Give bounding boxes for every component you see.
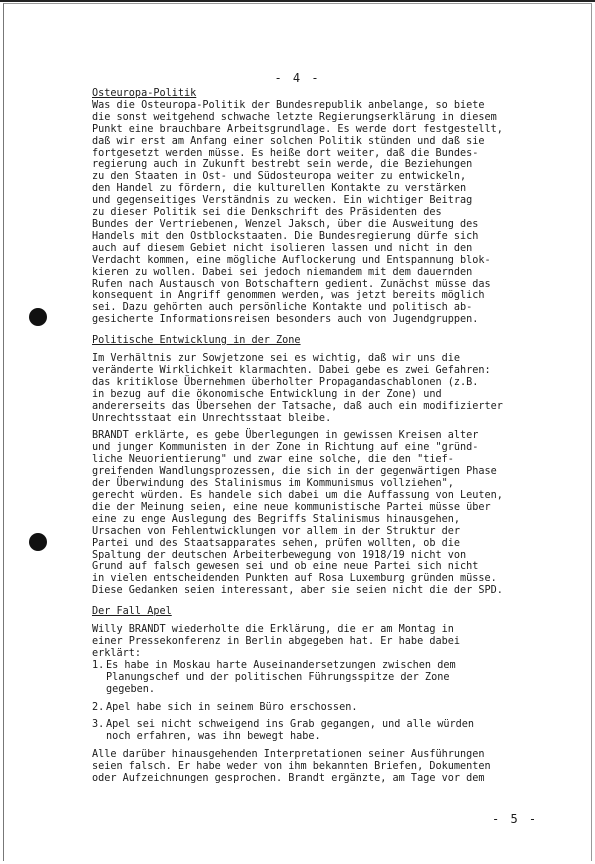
text-line: Apel sei nicht schweigend ins Grab gegangen, und alle würden bbox=[106, 719, 475, 731]
text-line: gegeben. bbox=[106, 683, 156, 695]
text-line: konsequent in Angriff genommen werden, was jetzt bereits möglich bbox=[92, 290, 485, 302]
text-line: Spaltung der deutschen Arbeiterbewegung von 1918/19 nicht von bbox=[92, 549, 467, 561]
next-page-number: - 5 - bbox=[492, 812, 539, 826]
text-line: erklärt: bbox=[92, 647, 142, 659]
text-line: greifenden Wandlungsprozessen, die sich in der gegenwärtigen Phase bbox=[92, 466, 497, 478]
text-line: Unrechtsstaat ein Unrechtsstaat bleibe. bbox=[92, 412, 332, 424]
text-line: und gegenseitiges Verständnis zu wecken. Ein wichtiger Beitrag bbox=[92, 195, 473, 207]
text-line: einer Pressekonferenz in Berlin abgegeben hat. Er habe dabei bbox=[92, 635, 461, 647]
page-top-edge bbox=[0, 0, 595, 2]
paragraph-apel-intro bbox=[92, 624, 547, 660]
text-line: Punkt eine brauchbare Arbeitsgrundlage. Es werde dort festgestellt, bbox=[92, 123, 503, 135]
text-line: liche Neuorientierung" und zwar eine solche, die den "tief- bbox=[92, 454, 454, 466]
text-line: Partei und des Staatsapparates sehen, prüfen wollten, ob die bbox=[92, 537, 461, 549]
text-line: in bezug auf die ökonomische Entwicklung in der Zone) und bbox=[92, 388, 442, 400]
text-line: gerecht würden. Es handele sich dabei um die Auffassung von Leuten, bbox=[92, 490, 503, 501]
text-line: zu den Staaten in Ost- und Südosteuropa weiter zu entwickeln, bbox=[92, 171, 467, 183]
section-heading-osteuropa: Osteuropa-Politik bbox=[92, 88, 197, 99]
text-line: in vielen entscheidenden Punkten auf Rosa Luxemburg gründen müsse. bbox=[92, 573, 497, 585]
text-line: regierung auch in Zukunft bestrebt sein werde, die Beziehungen bbox=[92, 159, 473, 171]
text-line: Im Verhältnis zur Sowjetzone sei es wichtig, daß wir uns die bbox=[92, 353, 461, 365]
text-line: eine zu enge Auslegung des Begriffs Stalinismus hinausgehen, bbox=[92, 513, 461, 525]
paragraph-zone-2 bbox=[92, 430, 547, 597]
text-line: Was die Osteuropa-Politik der Bundesrepublik anbelange, so biete bbox=[92, 99, 485, 111]
list-item bbox=[92, 702, 547, 714]
text-line: Planungschef und der politischen Führungsspitze der Zone bbox=[106, 671, 450, 683]
text-line: sei. Dazu gehörten auch persönliche Kontakte und politisch ab- bbox=[92, 302, 473, 314]
list-number: 2. bbox=[92, 701, 105, 713]
text-line: die sonst weitgehend schwache letzte Regierungserklärung in diesem bbox=[92, 111, 497, 123]
paragraph-apel-closing bbox=[92, 749, 547, 785]
text-line: Willy BRANDT wiederholte die Erklärung, die er am Montag in bbox=[92, 624, 454, 636]
text-line: das kritiklose Übernehmen überholter Propagandaschablonen (z.B. bbox=[92, 376, 479, 388]
text-line: Alle darüber hinausgehenden Interpretationen seiner Ausführungen bbox=[92, 749, 485, 761]
text-line: seien falsch. Er habe weder von ihm bekannten Briefen, Dokumenten bbox=[92, 761, 491, 773]
text-line: andererseits das Übersehen der Tatsache, daß auch ein modifizierter bbox=[92, 400, 503, 412]
text-line: Es habe in Moskau harte Auseinandersetzungen zwischen dem bbox=[106, 659, 456, 671]
text-line: und junger Kommunisten in der Zone in Richtung auf eine "gründ- bbox=[92, 442, 479, 454]
document-body bbox=[92, 88, 547, 785]
list-number: 1. bbox=[92, 659, 105, 671]
list-item bbox=[92, 719, 547, 743]
text-line: Grund auf falsch gewesen sei und ob eine neue Partei sich nicht bbox=[92, 561, 479, 573]
text-line: noch erfahren, was ihn bewegt habe. bbox=[106, 731, 321, 743]
text-line: auch auf diesem Gebiet nicht isolieren lassen und nicht in den bbox=[92, 242, 473, 254]
paragraph-osteuropa bbox=[92, 100, 547, 326]
text-line: oder Aufzeichnungen gesprochen. Brandt ergänzte, am Tage vor dem bbox=[92, 773, 485, 785]
text-line: Rufen nach Austausch von Botschaftern gedient. Zunächst müsse das bbox=[92, 278, 491, 290]
text-line: Handels mit den Ostblockstaaten. Die Bundesregierung dürfe sich bbox=[92, 230, 479, 242]
text-line: zu dieser Politik sei die Denkschrift des Präsidenten des bbox=[92, 207, 442, 219]
text-line: gesicherte Informationsreisen besonders auch von Jugendgruppen. bbox=[92, 314, 479, 326]
text-line: Ursachen von Fehlentwicklungen vor allem in der Struktur der bbox=[92, 525, 461, 537]
text-line: kieren zu wollen. Dabei sei jedoch niemandem mit dem dauernden bbox=[92, 266, 473, 278]
text-line: daß wir erst am Anfang einer solchen Politik stünden und daß sie bbox=[92, 135, 485, 147]
page-number: - 4 - bbox=[274, 71, 321, 85]
punch-hole-top bbox=[29, 308, 47, 326]
text-line: Bundes der Vertriebenen, Wenzel Jaksch, über die Ausweitung des bbox=[92, 218, 479, 230]
list-number: 3. bbox=[92, 719, 105, 731]
text-line: die der Meinung seien, eine neue kommunistische Partei müsse über bbox=[92, 501, 491, 513]
text-line: veränderte Wirklichkeit klarmachten. Dabei gebe es zwei Gefahren: bbox=[92, 364, 491, 376]
text-line: fortgesetzt werden müsse. Es heiße dort weiter, daß die Bundes- bbox=[92, 147, 479, 159]
paragraph-zone-1 bbox=[92, 353, 547, 424]
text-line: Verdacht kommen, eine mögliche Auflockerung und Entspannung blok- bbox=[92, 254, 491, 266]
text-line: BRANDT erklärte, es gebe Überlegungen in gewissen Kreisen alter bbox=[92, 430, 479, 442]
text-line: Apel habe sich in seinem Büro erschossen. bbox=[106, 701, 358, 713]
text-line: Diese Gedanken seien interessant, aber sie seien nicht die der SPD. bbox=[92, 585, 503, 597]
section-heading-apel: Der Fall Apel bbox=[92, 606, 172, 618]
section-heading-zone: Politische Entwicklung in der Zone bbox=[92, 335, 301, 347]
text-line: der Überwindung des Stalinismus im Kommunismus vollziehen", bbox=[92, 478, 454, 490]
text-line: den Handel zu fördern, die kulturellen Kontakte zu verstärken bbox=[92, 183, 467, 195]
punch-hole-bottom bbox=[29, 533, 47, 551]
list-item bbox=[92, 660, 547, 696]
